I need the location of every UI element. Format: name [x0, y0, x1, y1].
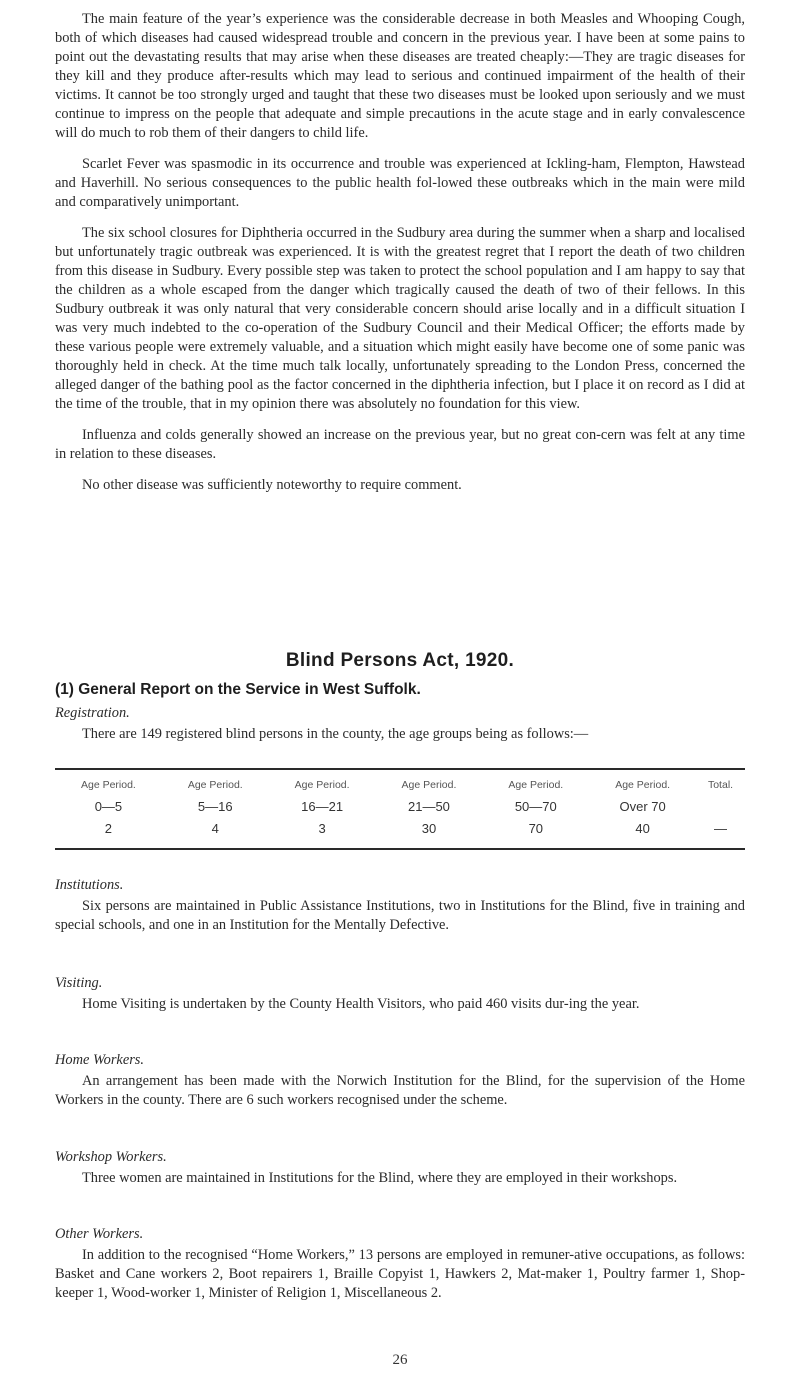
table-cell-count: 30 — [421, 820, 437, 836]
paragraph-other-disease: No other disease was sufficiently noteworthy to require comment. — [82, 477, 462, 493]
paragraph-measles: The main feature of the year’s experience was the considerable decrease in both Measles and Whooping Cough, both of which diseases had caused widespread trouble and concern in the previous year. I have been at some pains to point out the devastating results that may arise when these diseases are treated cheaply:—They are tragic diseases for they kill and they produce after-results which may lead to serious and continued impairment of the health of their victims. It cannot be too strongly urged and taught that these two diseases must be looked upon seriously and we must continue to impress on the people that adequate and simple precautions in the acute stage and in early convalescence will do much to rob them of their dangers to child life. — [55, 11, 745, 141]
institutions-heading: Institutions. — [55, 877, 124, 893]
table-cell-count: 3 — [318, 820, 326, 836]
workshop-workers-text: Three women are maintained in Institutions for the Blind, where they are employed in their workshops. — [82, 1170, 678, 1186]
other-workers-block — [55, 1246, 745, 1303]
page-number: 26 — [392, 1352, 408, 1368]
table-cell-count: — — [714, 820, 728, 836]
table-cell-range: 0—5 — [94, 798, 123, 814]
institutions-text: Six persons are maintained in Public Assistance Institutions, two in Institutions for the Blind, five in training and special schools, and one in an Institution for the Mentally Defective. — [55, 898, 745, 933]
registration-block — [55, 725, 745, 744]
table-cell-range: 16—21 — [301, 798, 344, 814]
table-cell-range: Over 70 — [619, 798, 666, 814]
table-top-rule — [55, 768, 745, 770]
other-workers-heading: Other Workers. — [55, 1226, 144, 1242]
table-cell-range: 5—16 — [197, 798, 233, 814]
table-bottom-rule — [55, 848, 745, 850]
workshop-workers-heading: Workshop Workers. — [55, 1149, 167, 1165]
paragraph-scarlet-fever: Scarlet Fever was spasmodic in its occurrence and trouble was experienced at Ickling-ham, Flempton, Hawstead and Haverhill. No serious consequences to the public health fol-lowed these outbreaks which in the main were mild and comparatively unimportant. — [55, 156, 745, 210]
table-header-cell: Age Period. — [294, 779, 350, 791]
visiting-block — [55, 995, 745, 1014]
home-workers-block — [55, 1072, 745, 1110]
table-cell-range — [696, 795, 745, 817]
act-title: Blind Persons Act, 1920. — [285, 650, 515, 671]
section-heading: (1) General Report on the Service in West Suffolk. — [55, 681, 421, 698]
visiting-text: Home Visiting is undertaken by the County Health Visitors, who paid 460 visits dur-ing the year. — [82, 996, 640, 1012]
table-header-cell: Age Period. — [80, 779, 136, 791]
table-header-cell: Age Period. — [187, 779, 243, 791]
intro-text-block — [55, 10, 745, 495]
registration-heading: Registration. — [55, 705, 130, 721]
table-cell-count: 2 — [104, 820, 113, 836]
visiting-heading: Visiting. — [55, 975, 103, 991]
table-cell-count: 4 — [211, 820, 219, 836]
workshop-workers-block — [55, 1169, 745, 1188]
table-header-cell: Age Period. — [508, 779, 564, 791]
table-cell-count: 70 — [528, 820, 544, 836]
table-cell-range: 21—50 — [407, 798, 450, 814]
home-workers-text: An arrangement has been made with the Norwich Institution for the Blind, for the supervision of the Home Workers in the county. There are 6 such workers recognised under the scheme. — [55, 1073, 745, 1108]
registration-text: There are 149 registered blind persons in the county, the age groups being as follows:— — [82, 726, 589, 742]
paragraph-influenza: Influenza and colds generally showed an increase on the previous year, but no great con-cern was felt at any time in relation to these diseases. — [55, 427, 745, 462]
table-header-cell: Age Period. — [615, 779, 671, 791]
table-cell-range: 50—70 — [514, 798, 557, 814]
home-workers-heading: Home Workers. — [55, 1052, 144, 1068]
paragraph-diphtheria: The six school closures for Diphtheria occurred in the Sudbury area during the summer when a sharp and localised but unfortunately tragic outbreak was experienced. It is with the greatest regret that I report the death of two children from this disease in Sudbury. Every possible step was taken to protect the school population and I am happy to say that the children as a whole escaped from the danger which tragically caused the death of two of their fellows. In this Sudbury outbreak it was only natural that very considerable concern should arise locally and in a difficult situation I was very much indebted to the co-operation of the Sudbury Council and their Medical Officer; the efforts made by these various people were extremely valuable, and a situation which might easily have become one of some panic was thoroughly held in check. At the time much talk locally, unfortunately spreading to the London Press, concerned the alleged danger of the bathing pool as the factor concerned in the diphtheria infection, but I place it on record as I did at the time of the trouble, that in my opinion there was absolutely no foundation for this view. — [55, 225, 745, 412]
institutions-block — [55, 897, 745, 935]
table-row-ranges — [55, 795, 745, 817]
age-groups-table — [55, 776, 745, 839]
table-header-cell: Total. — [707, 779, 734, 791]
table-cell-count: 40 — [635, 820, 650, 836]
other-workers-text: In addition to the recognised “Home Workers,” 13 persons are employed in remuner-ative occupations, as follows: Basket and Cane workers 2, Boot repairers 1, Braille Copyist 1, Hawkers 2, Mat-maker 1, Poultry farmer 1, Shop-keeper 1, Wood-worker 1, Minister of Religion 1, Miscellaneous 2. — [55, 1247, 745, 1301]
table-row-counts — [55, 817, 745, 839]
table-header-row — [55, 776, 745, 795]
table-header-cell: Age Period. — [401, 779, 457, 791]
